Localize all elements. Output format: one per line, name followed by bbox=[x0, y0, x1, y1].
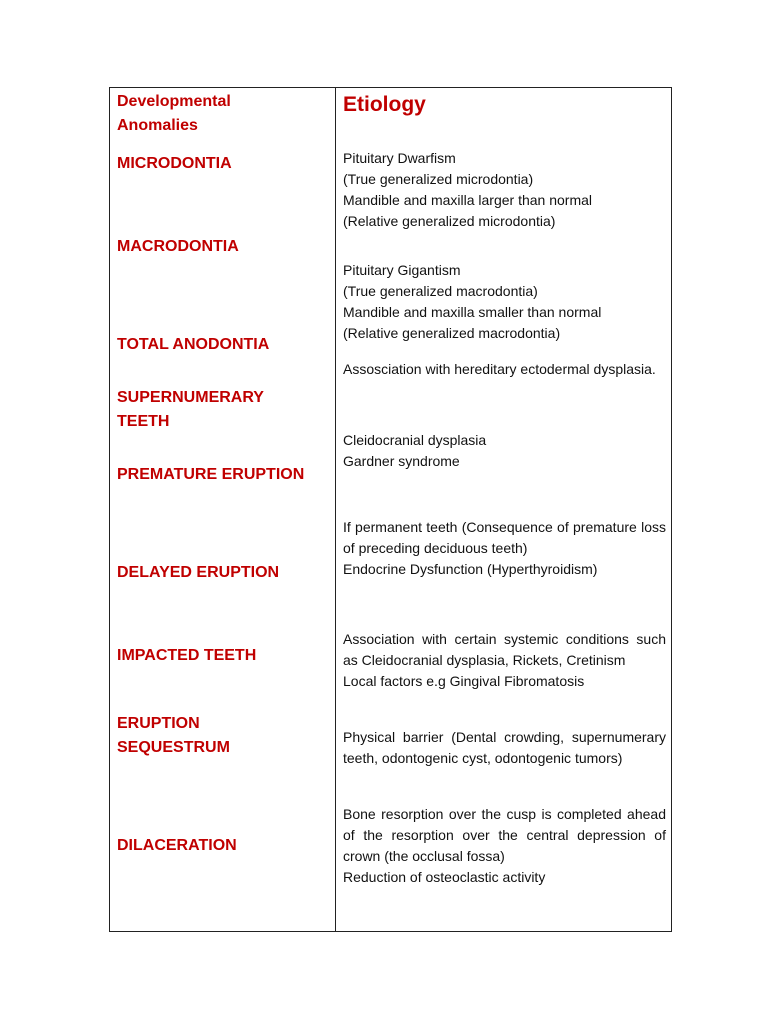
etiology-line: Mandible and maxilla larger than normal bbox=[343, 192, 593, 208]
etiology-microdontia bbox=[343, 148, 666, 232]
etiology-line: Local factors e.g Gingival Fibromatosis bbox=[343, 673, 585, 689]
etiology-line: Pituitary Gigantism bbox=[343, 262, 461, 278]
anomaly-macrodontia bbox=[117, 235, 329, 259]
anomaly-label: MICRODONTIA bbox=[117, 155, 232, 172]
anomaly-premature-eruption bbox=[117, 463, 329, 487]
etiology-eruption-sequestrum bbox=[343, 804, 666, 888]
anomaly-label: TEETH bbox=[117, 413, 170, 430]
header-anomalies-line2: Anomalies bbox=[117, 117, 198, 134]
etiology-line: (True generalized microdontia) bbox=[343, 171, 534, 187]
etiology-line: If permanent teeth (Consequence of premature loss of preceding deciduous teeth) bbox=[343, 519, 666, 556]
etiology-line: Physical barrier (Dental crowding, supernumerary teeth, odontogenic cyst, odontogenic tumors) bbox=[343, 729, 666, 766]
etiology-macrodontia bbox=[343, 260, 666, 344]
etiology-supernumerary-teeth bbox=[343, 430, 666, 472]
anomalies-table bbox=[109, 87, 672, 932]
etiology-line: Mandible and maxilla smaller than normal bbox=[343, 304, 602, 320]
anomaly-label: ERUPTION bbox=[117, 715, 200, 732]
etiology-line: Cleidocranial dysplasia bbox=[343, 432, 487, 448]
anomaly-eruption-sequestrum bbox=[117, 712, 329, 760]
anomaly-supernumerary-teeth bbox=[117, 386, 329, 434]
anomaly-label: SUPERNUMERARY bbox=[117, 389, 264, 406]
anomaly-delayed-eruption bbox=[117, 561, 329, 585]
etiology-line: Bone resorption over the cusp is completed ahead of the resorption over the central depression of crown (the occlusal fossa) bbox=[343, 806, 666, 864]
header-etiology: Etiology bbox=[343, 93, 426, 116]
etiology-line: Pituitary Dwarfism bbox=[343, 150, 456, 166]
etiology-impacted-teeth bbox=[343, 727, 666, 769]
etiology-line: Endocrine Dysfunction (Hyperthyroidism) bbox=[343, 561, 598, 577]
etiology-line: Assosciation with hereditary ectodermal dysplasia. bbox=[343, 361, 656, 377]
anomaly-dilaceration bbox=[117, 834, 329, 858]
header-anomalies bbox=[117, 90, 329, 138]
etiology-line: (True generalized macrodontia) bbox=[343, 283, 538, 299]
anomaly-label: SEQUESTRUM bbox=[117, 739, 230, 756]
header-anomalies-line1: Developmental bbox=[117, 93, 231, 110]
etiology-total-anodontia bbox=[343, 359, 666, 380]
anomaly-label: TOTAL ANODONTIA bbox=[117, 336, 270, 353]
anomaly-impacted-teeth bbox=[117, 644, 329, 668]
etiology-delayed-eruption bbox=[343, 629, 666, 692]
etiology-line: Gardner syndrome bbox=[343, 453, 460, 469]
anomaly-label: PREMATURE ERUPTION bbox=[117, 466, 305, 483]
etiology-line: Association with certain systemic conditions such as Cleidocranial dysplasia, Rickets, Cretinism bbox=[343, 631, 666, 668]
etiology-line: (Relative generalized microdontia) bbox=[343, 213, 556, 229]
anomaly-label: DELAYED ERUPTION bbox=[117, 564, 280, 581]
column-divider bbox=[335, 88, 336, 931]
etiology-line: (Relative generalized macrodontia) bbox=[343, 325, 561, 341]
etiology-premature-eruption bbox=[343, 517, 666, 580]
anomaly-label: MACRODONTIA bbox=[117, 238, 239, 255]
anomaly-label: IMPACTED TEETH bbox=[117, 647, 257, 664]
etiology-line: Reduction of osteoclastic activity bbox=[343, 869, 546, 885]
anomaly-total-anodontia bbox=[117, 333, 329, 357]
anomaly-microdontia bbox=[117, 152, 329, 176]
anomaly-label: DILACERATION bbox=[117, 837, 237, 854]
